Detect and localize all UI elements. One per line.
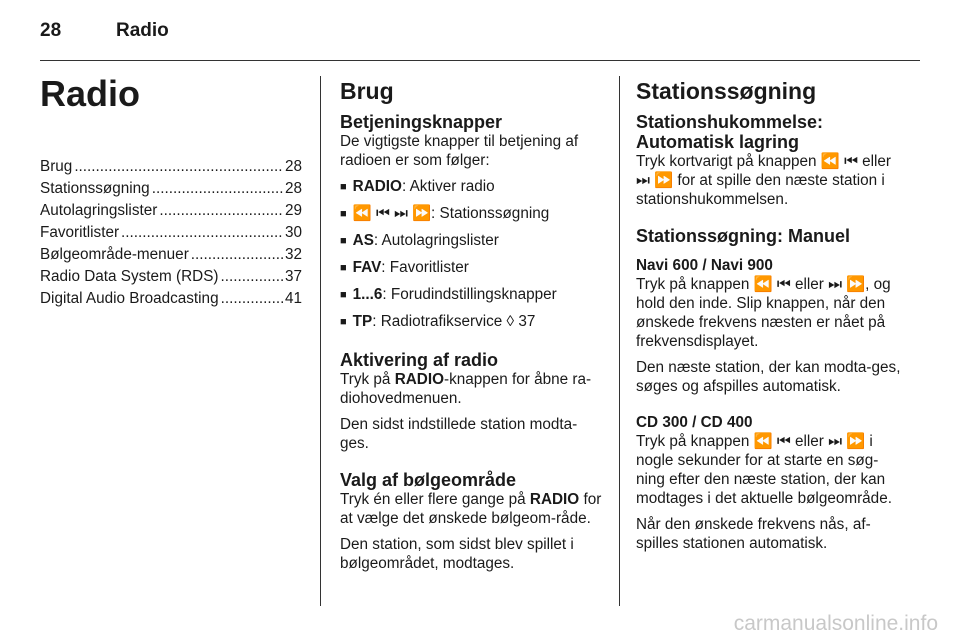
toc-entry[interactable] — [40, 198, 302, 220]
button-description: : Forudindstillingsknapper — [382, 286, 557, 303]
bullet-icon: ■ — [340, 316, 347, 328]
list-item — [340, 258, 602, 279]
chapter-title: Radio — [40, 73, 141, 114]
subheading-navi: Navi 600 / Navi 900 — [636, 257, 773, 274]
toc-page: 32 — [284, 246, 302, 263]
intro-text: De vigtigste knapper til betjening af radioen er som følger: — [340, 133, 579, 169]
station-search-column — [636, 74, 904, 560]
toc-label: Brug — [40, 158, 73, 175]
button-description: : Stationssøgning — [431, 205, 550, 222]
button-key: RADIO — [529, 491, 580, 508]
text-run: Tryk én eller flere gange på — [340, 491, 530, 508]
toc-entry[interactable] — [40, 264, 302, 286]
paragraph: Tryk på knappen ⏪ ⏮ eller ⏭ ⏩ i nogle sekunder for at starte en søg-ning efter den næste station, der kan modtages i det aktuelle bølgeområde. — [636, 433, 892, 507]
paragraph: Tryk på knappen ⏪ ⏮ eller ⏭ ⏩, og hold den inde. Slip knappen, når den ønskede frekvens næsten er nået på frekvensdisplayet. — [636, 276, 891, 350]
list-item — [340, 312, 602, 333]
button-description: : Autolagringslister — [373, 232, 499, 249]
bullet-icon: ■ — [340, 181, 347, 193]
button-list — [340, 177, 602, 333]
button-key: RADIO — [352, 178, 402, 195]
paragraph: Når den ønskede frekvens nås, af-spilles stationen automatisk. — [636, 516, 871, 552]
section-heading-brug: Brug — [340, 78, 394, 104]
toc-leader — [121, 223, 283, 242]
toc-entry[interactable] — [40, 154, 302, 176]
toc-label: Stationssøgning — [40, 180, 150, 197]
header-rule — [40, 60, 920, 61]
bullet-icon: ■ — [340, 235, 347, 247]
toc-column — [40, 74, 302, 308]
bullet-icon: ■ — [340, 208, 347, 220]
table-of-contents — [40, 154, 302, 308]
paragraph: Den næste station, der kan modta-ges, søges og afspilles automatisk. — [636, 359, 901, 395]
button-description[interactable]: : Radiotrafikservice ◊ 37 — [372, 313, 536, 330]
toc-label: Radio Data System (RDS) — [40, 268, 219, 285]
toc-leader — [74, 157, 283, 176]
toc-entry[interactable] — [40, 242, 302, 264]
toc-leader — [221, 289, 283, 308]
toc-page: 28 — [284, 180, 302, 197]
subheading-aktivering: Aktivering af radio — [340, 350, 499, 370]
text-run: for at vælge det ønskede bølgeom-råde. — [340, 491, 602, 527]
subheading-manuel: Stationssøgning: Manuel — [636, 226, 850, 246]
button-key: TP — [352, 313, 373, 330]
toc-page: 30 — [284, 224, 302, 241]
button-key: FAV — [352, 259, 382, 276]
column-divider-1 — [320, 76, 321, 606]
column-divider-2 — [619, 76, 620, 606]
button-key: RADIO — [394, 371, 444, 388]
paragraph: Den sidst indstillede station modta-ges. — [340, 416, 578, 452]
list-item — [340, 204, 602, 225]
button-key: AS — [352, 232, 374, 249]
toc-page: 28 — [284, 158, 302, 175]
list-item — [340, 177, 602, 198]
toc-label: Autolagringslister — [40, 202, 158, 219]
bullet-icon: ■ — [340, 289, 347, 301]
list-item — [340, 285, 602, 306]
toc-label: Digital Audio Broadcasting — [40, 290, 219, 307]
button-description: : Aktiver radio — [401, 178, 495, 195]
section-heading-stationssogning: Stationssøgning — [636, 78, 817, 104]
toc-page: 29 — [284, 202, 302, 219]
bullet-icon: ■ — [340, 262, 347, 274]
page-header — [40, 20, 169, 42]
button-description: : Favoritlister — [381, 259, 469, 276]
usage-column — [340, 74, 602, 580]
toc-entry[interactable] — [40, 286, 302, 308]
paragraph: Den station, som sidst blev spillet i bølgeområdet, modtages. — [340, 536, 574, 572]
subheading-cd: CD 300 / CD 400 — [636, 414, 753, 431]
paragraph: Tryk kortvarigt på knappen ⏪ ⏮ eller ⏭ ⏩ for at spille den næste station i stationshukommelsen. — [636, 153, 891, 208]
section-title: Radio — [116, 20, 169, 41]
toc-leader — [191, 245, 283, 264]
page-number: 28 — [40, 20, 62, 41]
toc-entry[interactable] — [40, 176, 302, 198]
paragraph — [340, 370, 602, 408]
toc-leader — [221, 267, 283, 286]
toc-label: Favoritlister — [40, 224, 120, 241]
paragraph — [340, 490, 602, 528]
toc-entry[interactable] — [40, 220, 302, 242]
watermark: carmanualsonline.info — [733, 612, 938, 635]
text-run: Tryk på — [340, 371, 395, 388]
list-item — [340, 231, 602, 252]
text-run: -knappen for åbne ra-diohovedmenuen. — [340, 371, 592, 407]
subheading-stationshukommelse: Stationshukommelse: Automatisk lagring — [636, 112, 824, 152]
seek-buttons-icon: ⏪ ⏮ ⏭ ⏩ — [352, 205, 432, 222]
subheading-betjeningsknapper: Betjeningsknapper — [340, 112, 503, 132]
toc-leader — [159, 201, 283, 220]
subheading-valg: Valg af bølgeområde — [340, 470, 517, 490]
toc-page: 41 — [284, 290, 302, 307]
button-key: 1...6 — [352, 286, 383, 303]
toc-leader — [152, 179, 283, 198]
toc-page: 37 — [284, 268, 302, 285]
toc-label: Bølgeområde-menuer — [40, 246, 189, 263]
